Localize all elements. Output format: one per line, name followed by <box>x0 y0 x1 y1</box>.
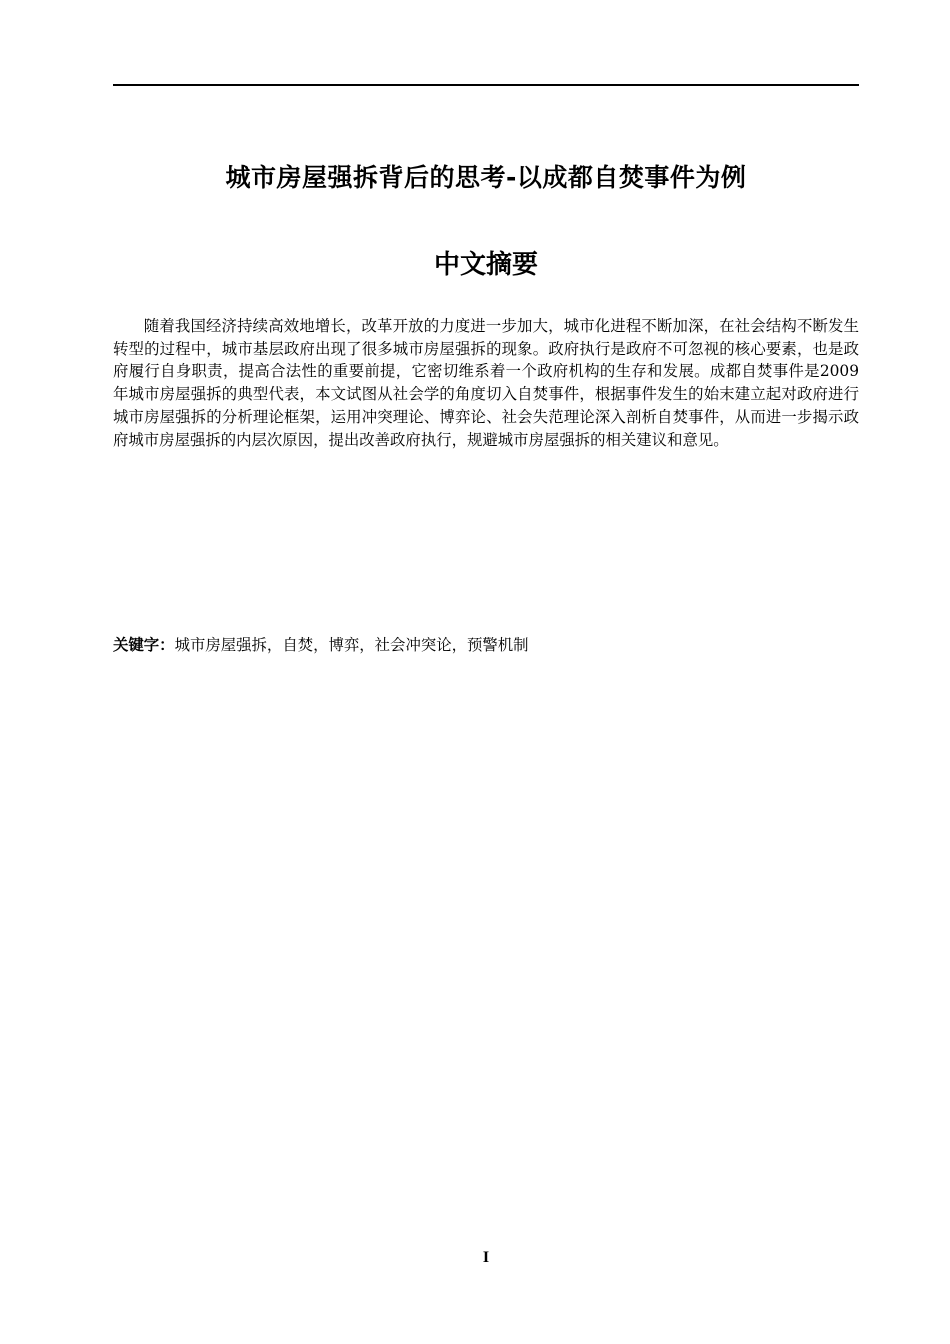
section-heading: 中文摘要 <box>433 250 538 280</box>
page-number: I <box>482 1249 490 1266</box>
abstract-paragraph: 随着我国经济持续高效地增长，改革开放的力度进一步加大，城市化进程不断加深，在社会结构不断发生转型的过程中，城市基层政府出现了很多城市房屋强拆的现象。政府执行是政府不可忽视的核心要素，也是政府履行自身职责，提高合法性的重要前提，它密切维系着一个政府机构的生存和发展。成都自焚事件是2009年城市房屋强拆的典型代表，本文试图从社会学的角度切入自焚事件，根据事件发生的始末建立起对政府进行城市房屋强拆的分析理论框架，运用冲突理论、博弈论、社会失范理论深入剖析自焚事件，从而进一步揭示政府城市房屋强拆的内层次原因，提出改善政府执行，规避城市房屋强拆的相关建议和意见。 <box>113 317 859 449</box>
keywords-label: 关键字： <box>113 636 175 654</box>
keywords-line <box>113 633 859 657</box>
header-rule <box>113 84 859 86</box>
keywords-text: 城市房屋强拆，自焚，博弈，社会冲突论，预警机制 <box>174 636 529 654</box>
document-title: 城市房屋强拆背后的思考-以成都自焚事件为例 <box>225 163 747 192</box>
